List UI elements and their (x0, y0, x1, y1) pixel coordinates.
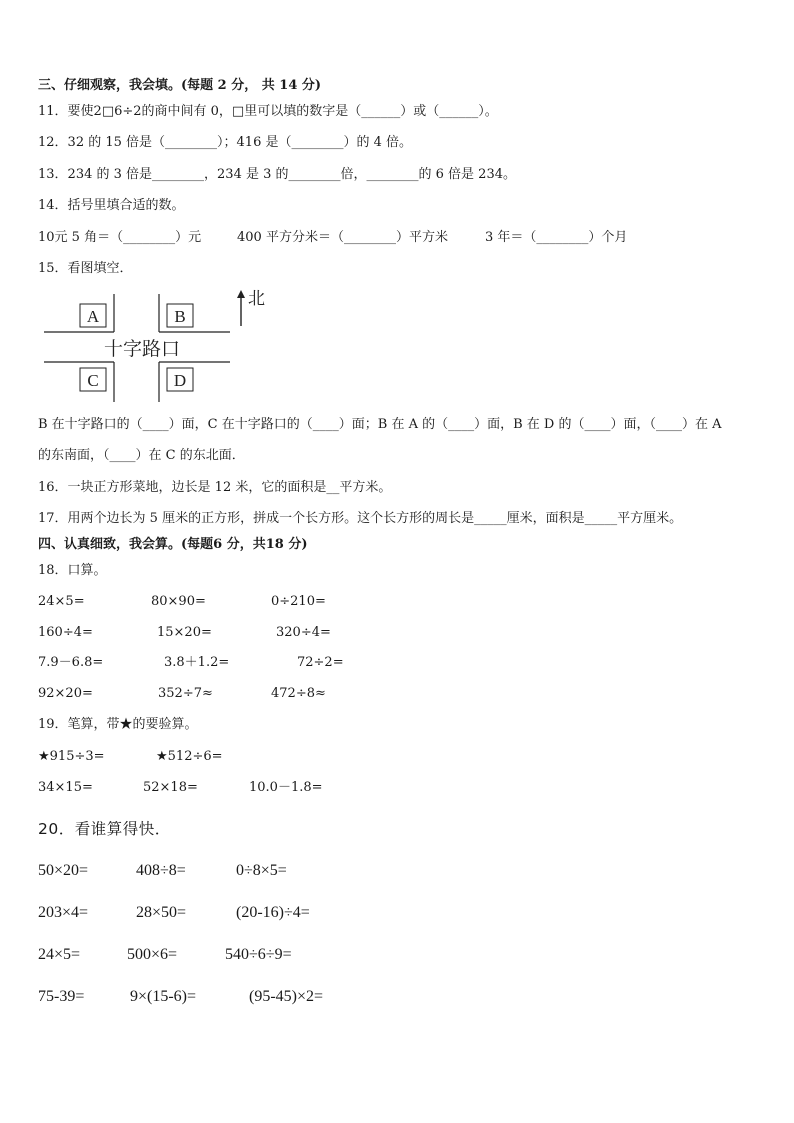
question-20: 20．看谁算得快． (38, 820, 171, 838)
question-14: 14．括号里填合适的数。 (38, 198, 185, 213)
label-c: C (87, 371, 99, 390)
q14-item-1: 10元 5 角＝（________）元 (38, 230, 202, 245)
question-19: 19．笔算，带★的要验算。 (38, 717, 198, 732)
question-16: 16．一块正方形菜地，边长是 12 米，它的面积是__平方米。 (38, 480, 392, 495)
q15-text-line-2: 的东南面，（____）在 C 的东北面． (38, 448, 245, 463)
question-15: 15．看图填空． (38, 261, 133, 276)
label-a: A (86, 307, 100, 326)
q20-item: 75-39= (38, 988, 85, 1005)
q19-item: 10.0－1.8= (249, 780, 323, 795)
section-3-heading: 三、仔细观察，我会填。(每题 2 分， 共 14 分) (38, 78, 322, 93)
question-11: 11．要使2□6÷2的商中间有 0，□里可以填的数字是（______）或（______）。 (38, 104, 498, 119)
crossroad-label: 十字路口 (103, 338, 181, 360)
q18-item: 0÷210= (271, 594, 326, 609)
section-4-heading: 四、认真细致，我会算。(每题6 分，共18 分) (38, 537, 308, 552)
q20-item: 24×5= (38, 946, 81, 963)
label-b: B (174, 307, 186, 326)
question-18: 18．口算。 (38, 563, 107, 578)
crossroad-map (38, 286, 278, 404)
question-17: 17．用两个边长为 5 厘米的正方形，拼成一个长方形。这个长方形的周长是_____厘米，面积是_____平方厘米。 (38, 511, 683, 526)
north-label: 北 (248, 289, 265, 309)
q15-text-line-1: B 在十字路口的（____）面，C 在十字路口的（____）面；B 在 A 的（____）面，B 在 D 的（____）面，（____）在 A (38, 417, 722, 432)
q18-item: 80×90= (151, 594, 206, 609)
q19-item: ★915÷3= (38, 749, 105, 764)
q18-item: 352÷7≈ (158, 686, 213, 701)
north-arrow-icon (237, 290, 245, 326)
q18-item: 160÷4= (38, 625, 93, 640)
q20-item: 9×(15-6)= (130, 988, 197, 1005)
q18-item: 92×20= (38, 686, 93, 701)
q20-item: 500×6= (127, 946, 178, 963)
q20-item: 50×20= (38, 862, 89, 879)
q14-item-2: 400 平方分米＝（________）平方米 (237, 230, 448, 245)
q20-item: 203×4= (38, 904, 89, 921)
q14-item-3: 3 年＝（________）个月 (485, 230, 628, 245)
q18-item: 472÷8≈ (271, 686, 326, 701)
q19-item: 52×18= (143, 780, 198, 795)
q18-item: 320÷4= (276, 625, 331, 640)
q20-item: (20-16)÷4= (236, 904, 310, 921)
question-12: 12．32 的 15 倍是（________）；416 是（________）的 4 倍。 (38, 135, 413, 150)
q19-item: ★512÷6= (156, 749, 223, 764)
q20-item: (95-45)×2= (249, 988, 324, 1005)
q20-item: 540÷6÷9= (225, 946, 292, 963)
q19-item: 34×15= (38, 780, 93, 795)
label-d: D (173, 371, 187, 390)
q20-item: 408÷8= (136, 862, 186, 879)
question-13: 13．234 的 3 倍是________，234 是 3 的________倍，________的 6 倍是 234。 (38, 167, 516, 182)
q18-item: 15×20= (157, 625, 212, 640)
q18-item: 3.8＋1.2= (164, 655, 230, 670)
q18-item: 7.9－6.8= (38, 655, 104, 670)
q20-item: 28×50= (136, 904, 187, 921)
q18-item: 72÷2= (297, 655, 344, 670)
q20-item: 0÷8×5= (236, 862, 287, 879)
q18-item: 24×5= (38, 594, 85, 609)
